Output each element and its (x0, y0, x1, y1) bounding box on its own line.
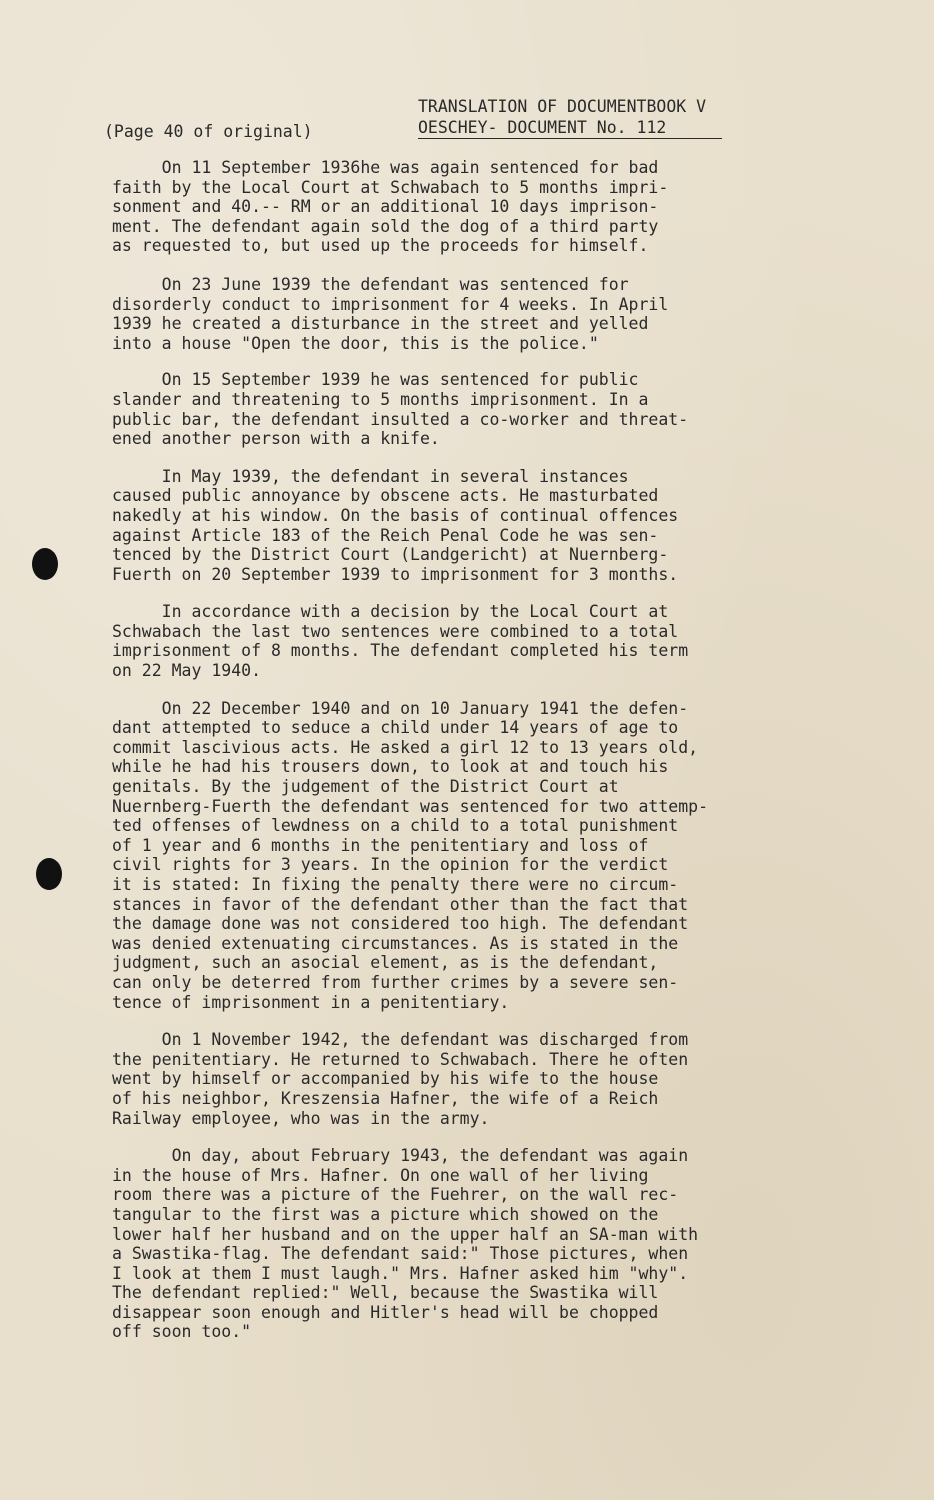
text-line: The defendant replied:" Well, because the Swastika will (112, 1283, 659, 1303)
document-body (112, 158, 832, 1361)
text-line: public bar, the defendant insulted a co-worker and threat- (112, 409, 689, 429)
text-line: stances in favor of the defendant other than the fact that (112, 894, 689, 914)
paragraph (112, 602, 832, 680)
text-line: imprisonment of 8 months. The defendant completed his term (112, 641, 689, 661)
text-line: ened another person with a knife. (112, 429, 440, 449)
text-line: a Swastika-flag. The defendant said:" Those pictures, when (112, 1244, 689, 1264)
text-line: On day, about February 1943, the defendant was again (112, 1146, 689, 1166)
text-line: of his neighbor, Kreszensia Hafner, the wife of a Reich (112, 1088, 659, 1108)
text-line: against Article 183 of the Reich Penal Code he was sen- (112, 525, 659, 545)
text-line: Fuerth on 20 September 1939 to imprisonment for 3 months. (112, 564, 679, 584)
text-line: into a house "Open the door, this is the police." (112, 333, 599, 353)
text-line: In accordance with a decision by the Local Court at (112, 602, 669, 622)
text-line: was denied extenuating circumstances. As is stated in the (112, 933, 679, 953)
text-line: tangular to the first was a picture which showed on the (112, 1204, 659, 1224)
text-line: On 23 June 1939 the defendant was sentenced for (112, 274, 629, 294)
text-line: ted offenses of lewdness on a child to a total punishment (112, 816, 679, 836)
paragraph (112, 1030, 832, 1128)
text-line: faith by the Local Court at Schwabach to 5 months impri- (112, 177, 669, 197)
text-line: ment. The defendant again sold the dog of a third party (112, 216, 659, 236)
text-line: it is stated: In fixing the penalty there were no circum- (112, 875, 679, 894)
text-line: tence of imprisonment in a penitentiary. (112, 992, 510, 1012)
text-line: room there was a picture of the Fuehrer, on the wall rec- (112, 1185, 679, 1205)
text-line: caused public annoyance by obscene acts. He masturbated (112, 486, 659, 506)
text-line: Nuernberg-Fuerth the defendant was sentenced for two attemp- (112, 796, 709, 816)
text-line: went by himself or accompanied by his wife to the house (112, 1069, 659, 1089)
text-line: 1939 he created a disturbance in the street and yelled (112, 314, 649, 334)
punch-hole (36, 858, 62, 890)
text-line: tenced by the District Court (Landgericht) at Nuernberg- (112, 545, 669, 565)
text-line: nakedly at his window. On the basis of continual offences (112, 505, 679, 525)
text-line: off soon too." (112, 1322, 252, 1342)
paragraph (112, 467, 832, 585)
paragraph (112, 699, 832, 1013)
paragraph (112, 370, 832, 448)
text-line: lower half her husband and on the upper half an SA-man with (112, 1224, 699, 1244)
paragraph (112, 158, 832, 256)
document-header (418, 96, 722, 139)
text-line: judgment, such an asocial element, as is the defendant, (112, 953, 659, 973)
text-line: On 11 September 1936he was again sentenced for bad (112, 158, 659, 177)
text-line: in the house of Mrs. Hafner. On one wall of her living (112, 1165, 649, 1185)
text-line: dant attempted to seduce a child under 14 years of age to (112, 718, 679, 738)
document-number: OESCHEY- DOCUMENT No. 112 (418, 117, 722, 139)
text-line: disorderly conduct to imprisonment for 4 weeks. In April (112, 294, 669, 314)
page-reference: (Page 40 of original) (104, 122, 313, 141)
text-line: Railway employee, who was in the army. (112, 1108, 490, 1128)
text-line: genitals. By the judgement of the District Court at (112, 777, 619, 797)
text-line: the penitentiary. He returned to Schwabach. There he often (112, 1049, 689, 1069)
text-line: In May 1939, the defendant in several instances (112, 466, 629, 486)
text-line: of 1 year and 6 months in the penitentiary and loss of (112, 835, 649, 855)
translation-title: TRANSLATION OF DOCUMENTBOOK V (418, 97, 707, 116)
text-line: Schwabach the last two sentences were combined to a total (112, 621, 679, 641)
text-line: commit lascivious acts. He asked a girl 12 to 13 years old, (112, 737, 699, 757)
text-line: while he had his trousers down, to look at and touch his (112, 757, 669, 777)
text-line: can only be deterred from further crimes by a severe sen- (112, 972, 679, 992)
text-line: I look at them I must laugh." Mrs. Hafner asked him "why". (112, 1263, 689, 1283)
text-line: slander and threatening to 5 months imprisonment. In a (112, 389, 649, 409)
text-line: as requested to, but used up the proceeds for himself. (112, 236, 649, 256)
text-line: sonment and 40.-- RM or an additional 10 days imprison- (112, 197, 659, 217)
text-line: disappear soon enough and Hitler's head will be chopped (112, 1302, 659, 1322)
text-line: On 15 September 1939 he was sentenced for public (112, 370, 639, 390)
paragraph (112, 275, 832, 353)
text-line: on 22 May 1940. (112, 661, 262, 681)
text-line: On 22 December 1940 and on 10 January 1941 the defen- (112, 698, 689, 718)
text-line: the damage done was not considered too high. The defendant (112, 914, 689, 934)
punch-hole (32, 548, 58, 580)
paragraph (112, 1146, 832, 1342)
text-line: civil rights for 3 years. In the opinion for the verdict (112, 855, 669, 875)
text-line: On 1 November 1942, the defendant was discharged from (112, 1030, 689, 1050)
